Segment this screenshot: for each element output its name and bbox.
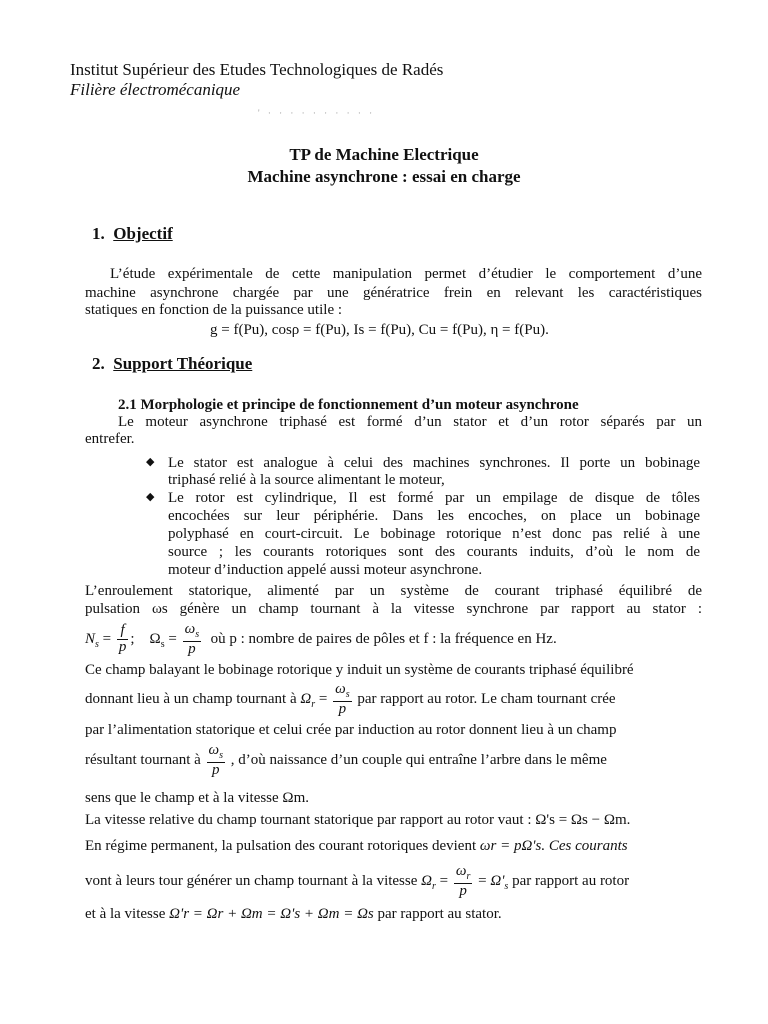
- scan-noise: ' · · · · · · · · · ·: [258, 108, 376, 118]
- equation-ns-explanation: où p : nombre de paires de pôles et f : la fréquence en Hz.: [210, 631, 557, 648]
- final-formula: Ω'r = Ωr + Ωm = Ω's + Ωm = Ωs: [169, 906, 374, 922]
- institute-name: Institut Supérieur des Etudes Technologiques de Radés: [70, 60, 444, 79]
- bullet-diamond: ◆: [146, 456, 155, 468]
- regime-text-a: En régime permanent, la pulsation des courant rotoriques devient: [85, 838, 477, 854]
- final-text-a: et à la vitesse: [85, 906, 166, 922]
- section-title: Support Théorique: [113, 354, 253, 373]
- regime-formula: ωr = pΩ's. Ces courants: [479, 838, 628, 854]
- champ-line-3: par l’alimentation statorique et celui crée par induction au rotor donnent lieu à un champ: [85, 722, 617, 738]
- section-heading-objectif: [92, 224, 173, 244]
- bullet2-line-1: Le rotor est cylindrique, Il est formé par un empilage de disque de tôles: [168, 490, 700, 506]
- equation-ns: $N_s$ = $\frac{f}{p}$ ; $\Omega_s$ = $\frac{\omega_s}{p}$ où p : nombre de paires de pôles et f : la fréquence en Hz.: [85, 621, 557, 657]
- enroulement-line-2: pulsation ωs génère un champ tournant à la vitesse synchrone par rapport au stator :: [85, 601, 702, 617]
- subsection-heading: 2.1 Morphologie et principe de fonctionnement d’un moteur asynchrone: [118, 397, 579, 413]
- objectif-line-3: statiques en fonction de la puissance utile :: [85, 302, 343, 318]
- champ-line-2: donnant lieu à un champ tournant à $\Omega_r$ = $\frac{\omega_s}{p}$ par rapport au rotor. Le cham tournant crée: [85, 681, 616, 717]
- filiere-line: Filière électromécanique: [70, 80, 241, 99]
- section-number: 1.: [92, 224, 105, 243]
- bullet1-line-1: Le stator est analogue à celui des machines synchrones. Il porte un bobinage: [168, 455, 700, 471]
- champ-line-1: Ce champ balayant le bobinage rotorique y induit un système de courants triphasé équilibré: [85, 662, 634, 678]
- regime-line: [85, 838, 628, 855]
- document-title: TP de Machine Electrique: [289, 145, 479, 164]
- intro-line-2: entrefer.: [85, 431, 135, 447]
- champ-line-5: sens que le champ et à la vitesse Ωm.: [85, 790, 309, 806]
- bullet2-line-5: moteur d’induction appelé aussi moteur asynchrone.: [168, 562, 483, 578]
- objectif-formula: g = f(Pu), cosρ = f(Pu), Is = f(Pu), Cu = f(Pu), η = f(Pu).: [210, 322, 549, 338]
- champ-line-2-text-b: par rapport au rotor. Le cham tournant crée: [357, 691, 616, 708]
- vont-text-b: par rapport au rotor: [512, 873, 630, 890]
- enroulement-line-1: L’enroulement statorique, alimenté par un système de courant triphasé équilibré de: [85, 583, 702, 599]
- bullet2-line-3: polyphasé en court-circuit. Le bobinage rotorique n’est donc pas relié à une: [168, 526, 700, 542]
- document-subtitle: Machine asynchrone : essai en charge: [247, 167, 521, 186]
- champ-line-4-text-b: , d’où naissance d’un couple qui entraîne l’arbre dans le même: [230, 752, 607, 769]
- champ-line-4: résultant tournant à $\frac{\omega_s}{p}$ , d’où naissance d’un couple qui entraîne l’arbre dans le même: [85, 742, 607, 778]
- vont-text-a: vont à leurs tour générer un champ tournant à la vitesse: [85, 873, 418, 890]
- final-text-c: par rapport au stator.: [377, 906, 502, 922]
- bullet-diamond: ◆: [146, 491, 155, 503]
- champ-line-2-text-a: donnant lieu à un champ tournant à: [85, 691, 297, 708]
- bullet2-line-2: encochées sur leur périphérie. Dans les encoches, on place un bobinage: [168, 508, 700, 524]
- intro-line-1: Le moteur asynchrone triphasé est formé d’un stator et d’un rotor séparés par un: [118, 414, 702, 430]
- vitesse-relative-line: La vitesse relative du champ tournant statorique par rapport au rotor vaut : Ω's = Ωs − Ωm.: [85, 812, 631, 828]
- objectif-line-1: L’étude expérimentale de cette manipulation permet d’étudier le comportement d’une: [110, 266, 702, 282]
- section-number: 2.: [92, 354, 105, 373]
- bullet2-line-4: source ; les courants rotoriques sont des courants induits, d’où le nom de: [168, 544, 700, 560]
- final-line: [85, 906, 502, 923]
- section-title: Objectif: [113, 224, 173, 243]
- champ-line-4-text-a: résultant tournant à: [85, 752, 201, 769]
- objectif-line-2: machine asynchrone chargée par une génératrice frein en relevant les caractéristiques: [85, 285, 702, 301]
- section-heading-support: [92, 354, 252, 374]
- vont-line: vont à leurs tour générer un champ tournant à la vitesse $\Omega_r$ = $\frac{\omega_r}{p}$ = $\Omega'_s$ par rapport au rotor: [85, 863, 630, 899]
- bullet1-line-2: triphasé relié à la source alimentant le moteur,: [168, 472, 445, 488]
